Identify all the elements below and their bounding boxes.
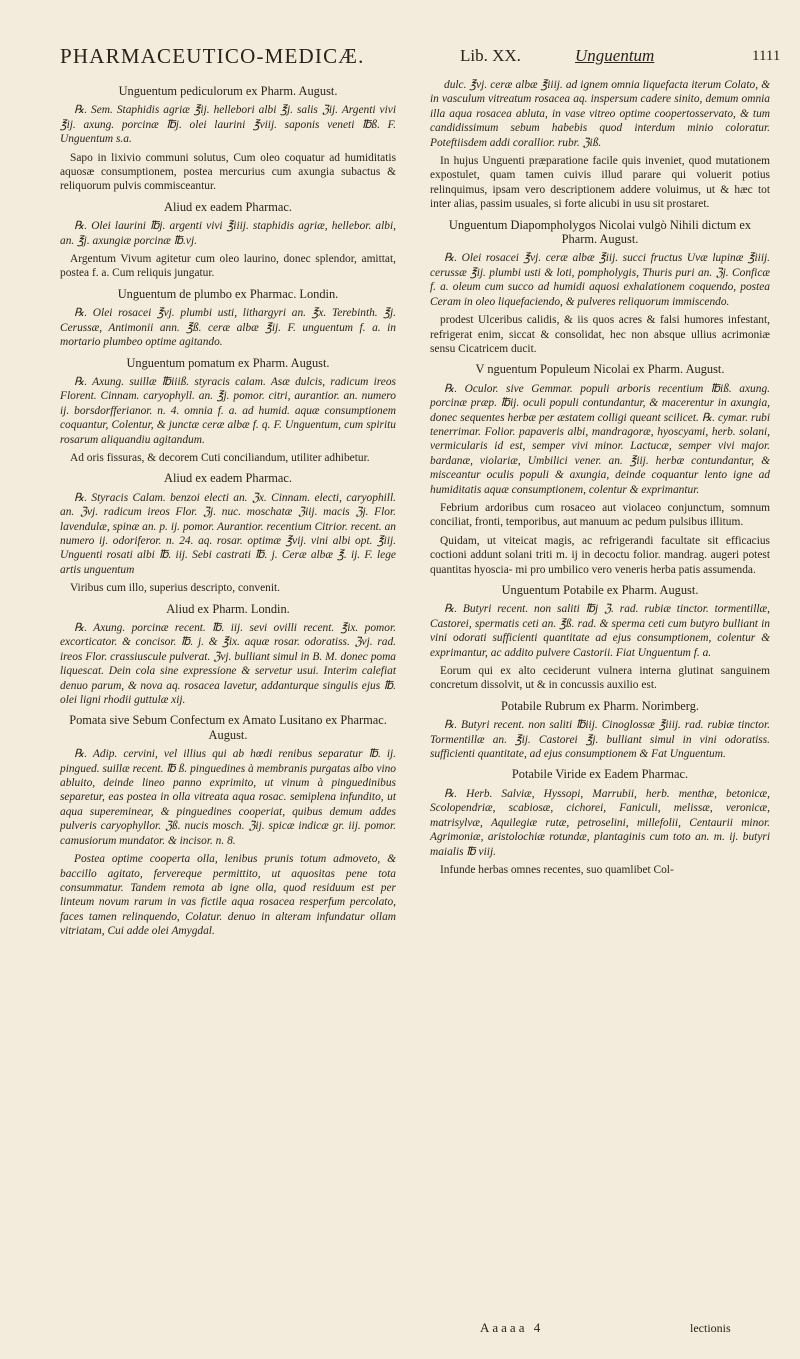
book-number: Lib. XX. — [460, 46, 521, 65]
commentary-text: Febrium ardoribus cum rosaceo aut violaceo conjunctum, somnum conciliat, fronti, temporibus, aut manuum ac pedum pulsibus illitum. — [430, 501, 770, 529]
catchword: lectionis — [690, 1321, 731, 1335]
right-column — [430, 78, 770, 881]
recipe-heading: Potabile Viride ex Eadem Pharmac. — [511, 767, 689, 782]
recipe-text: ℞. Butyri recent. non saliti ℔j ℨ. rad. rubiæ tinctor. tormentillæ, Castorei, spermatis ceti an. ℥ß. rad. & sperma ceti cum butyro bulliant in vini odorati sufficienti quantitate ad ejus consumptionem, colentur & exprimantur, ac addito pulvere Castorii. Fiat Unguentum f. a. — [430, 603, 770, 659]
recipe-heading: Unguentum de plumbo ex Pharmac. Londin. — [117, 286, 339, 301]
recipe-text: ℞. Sem. Staphidis agriæ ℥ij. hellebori albi ℥j. salis ℨij. Argenti vivi ℥ij. axung. porcinæ ℔j. olei laurini ℥viij. saponis veneti ℔ß. F. Unguentum s.a. — [60, 104, 396, 146]
recipe-text: ℞. Axung. porcinæ recent. ℔. iij. sevi ovilli recent. ℥ix. pomor. excorticator. & concisor. ℔. j. & ℥ix. aquæ rosar. odoratiss. ℨvj. rad. ireos Flor. crassiuscule pulverat. ℨvj. bulliant simul in B. M. donec poma liquescat. Dein cola sine expressione & servetur usui. Interim calefiat denuo parum, & nova aq. rosacea lavetur, addanturque singulis ejus ℔. olei ligni rhodii guttulæ xij. — [60, 622, 396, 707]
recipe-heading: Aliud ex Pharm. Londin. — [166, 601, 290, 616]
recipe-heading: Potabile Rubrum ex Pharm. Norimberg. — [501, 698, 699, 713]
recipe-text: Postea optime cooperta olla, lenibus prunis totum admoveto, & baccillo agitato, fervereque permittito, ut aquositas pene tota consummatur. Tandem remota ab igne olla, quod residuum est per linteum novum rarum in vas fictile aqua rosacea resperfum percolato, faces tamen relinquendo, Colatur. denuo in alteram infundatur ollam vitriatam, Cui adde olei Amygdal. — [60, 853, 396, 938]
recipe-text: ℞. Olei laurini ℔j. argenti vivi ℥iiij. staphidis agriæ, hellebor. albi, an. ℥j. axungiæ porcinæ ℔.vj. — [60, 220, 396, 247]
running-header — [0, 44, 800, 68]
signature-mark: Aaaaa 4 — [480, 1320, 544, 1335]
header-keyword: Unguentum — [575, 46, 655, 65]
recipe-heading: Unguentum Diapompholygos Nicolai vulgò Nihili dictum ex Pharm. August. — [448, 217, 752, 247]
commentary-text: Infunde herbas omnes recentes, suo quamlibet Col- — [440, 863, 674, 876]
page-number: 1111 — [752, 48, 781, 64]
recipe-text: ℞. Olei rosacei ℥vj. ceræ albæ ℥iij. succi fructus Uvæ lupinæ ℥iiij. cerussæ ℥ij. plumbi usti & loti, pompholygis, Thuris puri an. ℨj. Conficæ f. a. oleum cum succo ad humidi aquosi exhalationem coquendo, postea Ceram in oleo liquefaciendo, & pulveres reliquorum immiscendo. — [430, 252, 770, 308]
commentary-text: Viribus cum illo, superius descripto, convenit. — [70, 582, 281, 595]
recipe-text: ℞. Styracis Calam. benzoi electi an. ℨx. Cinnam. electi, caryophill. an. ℨvj. radicum ireos Flor. ℨj. nuc. moschatæ ℨiij. macis ℨj. Flor. lavendulæ, spinæ an. p. ij. pomor. Aurantior. recentium Citrior. recent. an numero ij. odoriferor. n. 24. aq. rosar. optimæ ℥vij. vini albi opt. ℥iij. Unguenti rosati albi ℔. iij. Sebi castrati ℔. j. Ceræ albæ ℥. ij. F. lege artis unguentum — [60, 491, 396, 576]
recipe-text: dulc. ℥vj. ceræ albæ ℥iiij. ad ignem omnia liquefacta iterum Colato, & in vasculum vitreatum rosacea aq. inspersum cadere sinito, demum omnia illa aqua rosacea abluta, in vase vitreo optime coopertosservato, & tum candidissimum sebum habebis quod interdum minio coloratur. Poteftiisdem addi corallior. rubr. ℨiß. — [430, 79, 770, 149]
recipe-text: ℞. Herb. Salviæ, Hyssopi, Marrubii, herb. menthæ, betonicæ, Scolopendriæ, scabiosæ, cichorei, Faniculi, melissæ, veronicæ, matrisylvæ, Aquilegiæ rutæ, petroselini, millefolii, Centaurii minor. Agrimoniæ, aristolochiæ rotundæ, plantaginis cum toto an. m. ij. butyri maialis ℔ viij. — [430, 787, 770, 858]
recipe-text: ℞. Olei rosacei ℥vj. plumbi usti, lithargyri an. ℥x. Terebinth. ℥j. Cerussæ, Antimonii ann. ℥ß. ceræ albæ ℥ij. F. unguentum f. a. in mortario plumbeo optime agitando. — [60, 307, 396, 349]
recipe-text: ℞. Oculor. sive Gemmar. populi arboris recentium ℔iß. axung. porcinæ præp. ℔ij. oculi populi contundantur, & macerentur in axungia, donec sequentes herbæ per æstatem colligi queant scilicet. ℞. cymar. rubi tenerrimar. Folior. papaveris albi, mandragoræ, hyoscyami, herb. solani, vermicularis id est, semper vivi minor. Lactucæ, semper vivi major. bardanæ, violariæ, Umbilici vener. an. ℥iij. herbæ contundantur, & misceantur oculis populi & axungia, deinde coquantur lento igne ad humiditatis aquæ consumptionem, colentur & exprimantur. — [430, 382, 770, 496]
commentary-text: prodest Ulceribus calidis, & iis quos acres & falsi humores infestant, refrigerat enim, siccat & consolidat, hec non absque ullius acrimoniæ sensu Cicatricem ducit. — [430, 314, 770, 355]
commentary-text: In hujus Unguenti præparatione facile quis inveniet, quod mutationem expostulet, quam tamen cuivis illud parare qui voluerit potius relinquimus, ipsam vero descriptionem addere voluimus, ut & hæc tot inter alias, passim usuales, si forte alicubi in usu sit prostaret. — [430, 155, 770, 211]
recipe-text: ℞. Adip. cervini, vel illius qui ab hœdi renibus separatur ℔. ij. pingued. suillæ recent. ℔ ß. pinguedines à membranis purgatas albo vino abluito, deinde lineo panno exprimito, ut vinum à pinguedinibus separetur, eas postea in olla vitreata aqua rosac. semiplena infundito, ut aqua supereminear, & pinguedines cooperiat, quibus demum addes pulveris caryophyllor. ℨß. nucis mosch. ℨij. spicæ indicæ gr. iij. pomor. camusiorum mundator. & incisor. n. 8. — [60, 748, 396, 847]
recipe-heading: V nguentum Populeum Nicolai ex Pharm. August. — [475, 362, 725, 377]
recipe-text: ℞. Axung. suillæ ℔iiiß. styracis calam. Asæ dulcis, radicum ireos Florent. Cinnam. caryophyll. an. ℥j. pomor. citri, aurantior. an. numero ij. borsdorfferianor. n. 4. omnia f. a. ad humid. aquæ consumptionem coquantur, Colentur, & junctæ ceræ albæ f. q. F. Unguentum, cum spiritu rosarum aliquandiu agitandum. — [60, 375, 396, 446]
recipe-heading: Unguentum pomatum ex Pharm. August. — [126, 355, 330, 370]
commentary-text: Ad oris fissuras, & decorem Cuti conciliandum, utiliter adhibetur. — [70, 451, 370, 464]
commentary-text: Sapo in lixivio communi solutus, Cum oleo coquatur ad humiditatis aquosæ consumptionem, postea mercurius cum axungia subactus & reliquorum pulvis commisceantur. — [60, 151, 396, 193]
recipe-heading: Aliud ex eadem Pharmac. — [164, 199, 292, 214]
recipe-text: ℞. Butyri recent. non saliti ℔iij. Cinoglossæ ℥iiij. rad. rubiæ tinctor. Tormentillæ an. ℥ij. Castorei ℥j. bulliant simul in vini odoratiss. sufficienti quantitate, ad ejus consumptionem & Fat Unguentum. — [430, 719, 770, 761]
recipe-heading: Aliud ex eadem Pharmac. — [164, 471, 292, 486]
recipe-heading: Pomata sive Sebum Confectum ex Amato Lusitano ex Pharmac. August. — [69, 713, 387, 742]
commentary-text: Quidam, ut viteicat magis, ac refrigerandi facultate sit efficacius coctioni addunt solani triti m. ij in decoctu folior. mandrag. augeri potest quantitas hyoscia- mi pro umbilico vero veneris herba patis assumenda. — [430, 534, 770, 576]
running-title: PHARMACEUTICO-MEDICÆ. — [60, 44, 365, 68]
commentary-text: Argentum Vivum agitetur cum oleo laurino, donec splendor, amittat, postea f. a. Cum reliquis jungatur. — [60, 253, 396, 280]
commentary-text: Eorum qui ex alto ceciderunt vulnera interna glutinat sanguinem concretum dissolvit, ut & in concussis auxilio est. — [430, 665, 770, 692]
recipe-heading: Unguentum Potabile ex Pharm. August. — [501, 583, 699, 597]
left-column — [60, 78, 396, 943]
recipe-heading: Unguentum pediculorum ex Pharm. August. — [118, 84, 338, 98]
